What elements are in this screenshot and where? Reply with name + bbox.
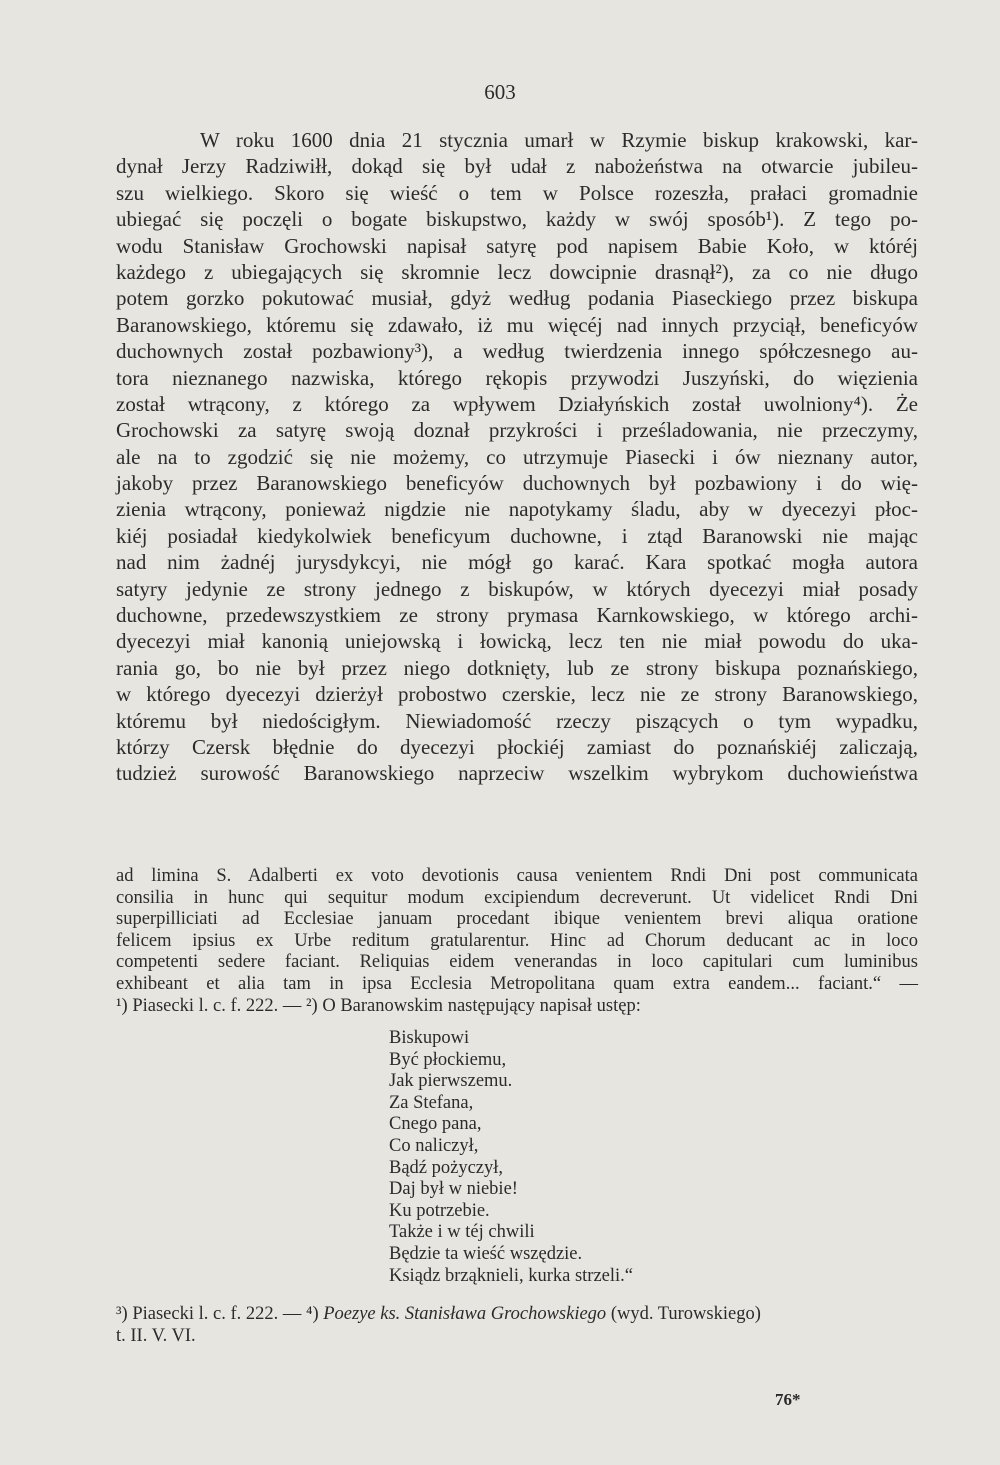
poem-line: Być płockiemu,: [389, 1049, 507, 1070]
footnote-line: exhibeant et alia tam in ipsa Ecclesia Metropolitana quam extra eandem... faciant.“ —: [116, 973, 918, 994]
footnotes-bottom: [116, 1303, 918, 1346]
text-line: duchownych został pozbawiony³), a według twierdzenia innego spółczesnego au-: [116, 339, 918, 364]
text-line: w którego dyecezyi dzierżył probostwo czerskie, lecz nie ze strony Baranowskiego,: [116, 682, 918, 707]
poem-line: Biskupowi: [389, 1028, 470, 1048]
text-line: szu wielkiego. Skoro się wieść o tem w Polsce rozeszła, prałaci gromadnie: [116, 180, 918, 205]
text-line: zienia wtrącony, ponieważ nigdzie nie napotykamy śladu, aby w dyecezyi płoc-: [116, 497, 918, 522]
text-line: tora nieznanego nazwiska, którego rękopis przywodzi Juszyński, do więzienia: [116, 365, 918, 390]
poem-line: Jak pierwszemu.: [389, 1071, 513, 1092]
poem-line: Ksiądz brząknieli, kurka strzeli.“: [389, 1265, 633, 1286]
footnote-line: t. II. V. VI.: [116, 1325, 196, 1346]
text-line: któremu był niedościgłym. Niewiadomość rzeczy piszących o tym wypadku,: [116, 708, 918, 733]
text-line: jakoby przez Baranowskiego beneficyów duchownych był pozbawiony i do wię-: [116, 471, 918, 496]
footnote-text: (wyd. Turowskiego): [606, 1304, 761, 1324]
footnote-line: consilia in hunc qui sequitur modum excipiendum decreverunt. Ut videlicet Rndi Dni: [116, 887, 918, 908]
text-line: ubiegać się poczęli o bogate biskupstwo, każdy w swój sposób¹). Z tego po-: [116, 207, 918, 232]
poem-line: Będzie ta wieść wszędzie.: [389, 1243, 583, 1264]
text-line: rania go, bo nie był przez niego dotknięty, lub ze strony biskupa poznańskiego,: [116, 655, 918, 680]
footnote-line: competenti sedere faciant. Reliquias eidem venerandas in loco capitulari cum luminibus: [116, 952, 918, 973]
text-line: tudzież surowość Baranowskiego naprzeciw wszelkim wybrykom duchowieństwa: [116, 761, 918, 786]
poem-line: Ku potrzebie.: [389, 1200, 490, 1221]
text-line: wodu Stanisław Grochowski napisał satyrę pod napisem Babie Koło, w któréj: [116, 233, 918, 258]
text-line: nad nim żadnéj jurysdykcyi, nie mógł go karać. Kara spotkać mogła autora: [116, 550, 918, 575]
text-line: W roku 1600 dnia 21 stycznia umarł w Rzymie biskup krakowski, kar-: [200, 128, 918, 152]
text-line: kiéj posiadał kiedykolwiek beneficyum duchowne, i ztąd Baranowski nie mając: [116, 523, 918, 548]
poem-line: Za Stefana,: [389, 1092, 474, 1113]
text-line: potem gorzko pokutować musiał, gdyż według podania Piaseckiego przez biskupa: [116, 286, 918, 311]
footnote-continuation: [116, 866, 918, 1017]
text-line: satyry jedynie ze strony jednego z biskupów, w których dyecezyi miał posady: [116, 576, 918, 601]
text-line: ale na to zgodzić się nie możemy, co utrzymuje Piasecki i ów nieznany autor,: [116, 444, 918, 469]
text-line: każdego z ubiegających się skromnie lecz dowcipnie drasnął²), za co nie długo: [116, 259, 918, 284]
poem-line: Bądź pożyczył,: [389, 1157, 504, 1178]
footnote-text: ³) Piasecki l. c. f. 222. — ⁴): [116, 1304, 324, 1324]
text-line: Grochowski za satyrę swoją doznał przykrości i prześladowania, nie przeczymy,: [116, 418, 918, 443]
poem-line: Co naliczył,: [389, 1135, 479, 1156]
text-line: którzy Czersk błędnie do dyecezyi płockiéj zamiast do poznańskiéj zaliczają,: [116, 734, 918, 759]
footnote-line: superpilliciati ad Ecclesiae januam procedant ibique venientem brevi aliqua oratione: [116, 909, 918, 930]
poem-line: Daj był w niebie!: [389, 1179, 518, 1200]
footnote-line: [116, 1303, 918, 1325]
footnote-line: ad limina S. Adalberti ex voto devotionis causa venientem Rndi Dni post communicata: [116, 866, 918, 886]
text-line: Baranowskiego, któremu się zdawało, iż mu więcéj nad innych przyciął, beneficyów: [116, 312, 918, 337]
footnote-refs: ¹) Piasecki l. c. f. 222. — ²) O Baranowskim następujący napisał ustęp:: [116, 995, 641, 1016]
text-line: dynał Jerzy Radziwiłł, dokąd się był udał z nabożeństwa na otwarcie jubileu-: [116, 154, 918, 179]
footnote-line: felicem ipsius ex Urbe reditum gratularentur. Hinc ad Chorum deducant ac in loco: [116, 930, 918, 951]
footnote-book-title: Poezye ks. Stanisława Grochowskiego: [323, 1304, 607, 1324]
text-line: został wtrącony, z którego za wpływem Działyńskich został uwolniony⁴). Że: [116, 391, 918, 416]
text-line: duchowne, przedewszystkiem ze strony prymasa Karnkowskiego, w którego archi-: [116, 603, 918, 628]
poem-line: Cnego pana,: [389, 1114, 482, 1135]
poem: [389, 1028, 633, 1287]
signature-mark: 76*: [775, 1390, 801, 1409]
poem-line: Także i w téj chwili: [389, 1222, 535, 1243]
text-line: dyecezyi miał kanonią uniejowską i łowicką, lecz ten nie miał powodu do uka-: [116, 629, 918, 654]
page-number: 603: [484, 80, 516, 104]
main-text: [116, 127, 918, 787]
